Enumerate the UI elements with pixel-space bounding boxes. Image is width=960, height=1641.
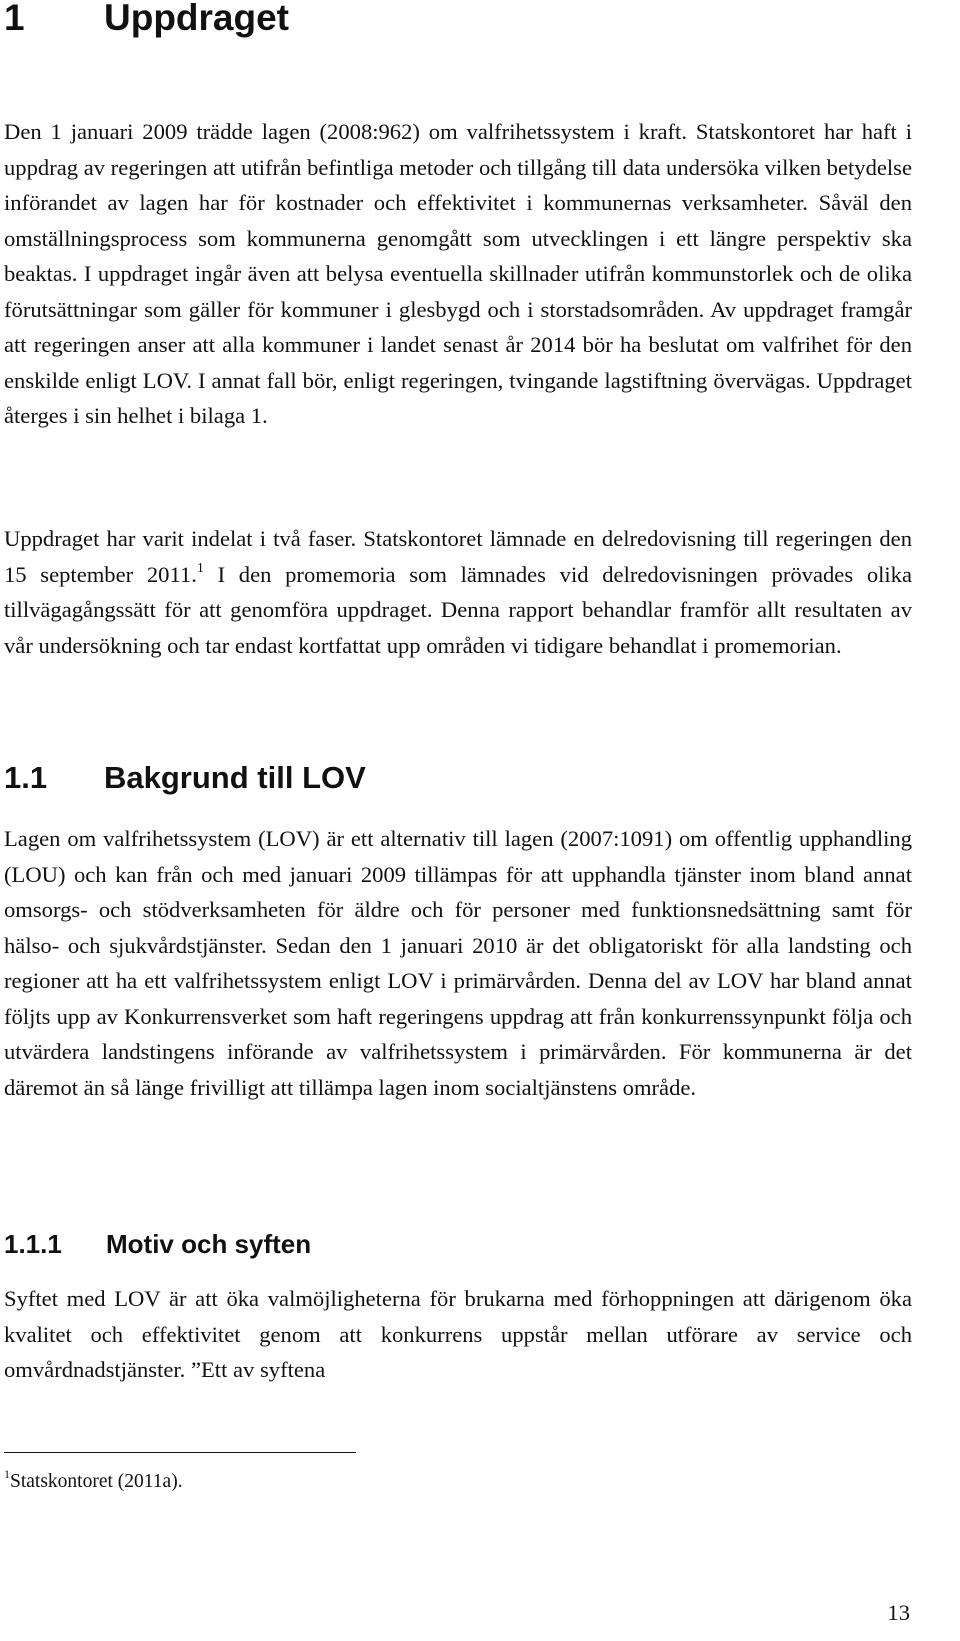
paragraph-phases [4, 521, 912, 663]
section-title: Bakgrund till LOV [104, 760, 366, 795]
chapter-heading [4, 0, 289, 40]
page-number: 13 [887, 1600, 910, 1625]
chapter-number: 1 [4, 0, 25, 38]
subsection-number: 1.1.1 [4, 1229, 62, 1259]
paragraph-phases-text-2: I den promemoria som lämnades vid delredovisningen prövades olika tillvägagångssätt för att genomföra uppdraget. Denna rapport behandlar framför allt resultaten av vår undersökning och tar endast kortfattat upp områden vi tidigare behandlat i promemorian. [4, 561, 912, 658]
section-heading [4, 758, 366, 798]
section-number: 1.1 [4, 760, 48, 795]
footnote-reference[interactable]: 1 [196, 560, 204, 576]
footnote-text: Statskontoret (2011a). [10, 1471, 183, 1492]
paragraph-background: Lagen om valfrihetssystem (LOV) är ett alternativ till lagen (2007:1091) om offentlig upphandling (LOU) och kan från och med januari 2009 tillämpas för att upphandla tjänster inom bland annat omsorgs- och stödverksamheten för äldre och för personer med funktionsnedsättning samt för hälso- och sjukvårdstjänster. Sedan den 1 januari 2010 är det obligatoriskt för alla landsting och regioner att ha ett valfrihetssystem enligt LOV i primärvården. Denna del av LOV har bland annat följts upp av Konkurrensverket som haft regeringens uppdrag att från konkurrenssynpunkt följa och utvärdera landstingens införande av valfrihetssystem i primärvården. För kommunerna är det däremot än så länge frivilligt att tillämpa lagen inom socialtjänstens område. [4, 826, 912, 1100]
footnote-divider [4, 1452, 356, 1453]
paragraph-phases-text-1: Uppdraget har varit indelat i två faser. Statskontoret lämnade en delredovisning till regeringen den 15 september 2011. [4, 526, 912, 587]
subsection-title: Motiv och syften [106, 1229, 312, 1259]
paragraph-purpose: Syftet med LOV är att öka valmöjligheterna för brukarna med förhoppningen att därigenom öka kvalitet och effektivitet genom att konkurrens uppstår mellan utförare av service och omvårdnadstjänster. ”Ett av syftena [4, 1286, 912, 1382]
paragraph-assignment: Den 1 januari 2009 trädde lagen (2008:962) om valfrihetssystem i kraft. Statskontoret har haft i uppdrag av regeringen att utifrån befintliga metoder och tillgång till data undersöka vilken betydelse införandet av lagen har för kostnader och effektivitet i kommunernas verksamheter. Såväl den omställningsprocess som kommunerna genomgått som utvecklingen i ett längre perspektiv ska beaktas. I uppdraget ingår även att belysa eventuella skillnader utifrån kommunstorlek och de olika förutsättningar som gäller för kommuner i glesbygd och i storstadsområden. Av uppdraget framgår att regeringen anser att alla kommuner i landet senast år 2014 bör ha beslutat om valfrihet för den enskilde enligt LOV. I annat fall bör, enligt regeringen, tvingande lagstiftning övervägas. Uppdraget återges i sin helhet i bilaga 1. [4, 119, 912, 428]
footnote [4, 1468, 183, 1496]
subsection-heading [4, 1227, 311, 1261]
footnote-number: 1 [4, 1467, 10, 1481]
chapter-title: Uppdraget [104, 0, 289, 38]
